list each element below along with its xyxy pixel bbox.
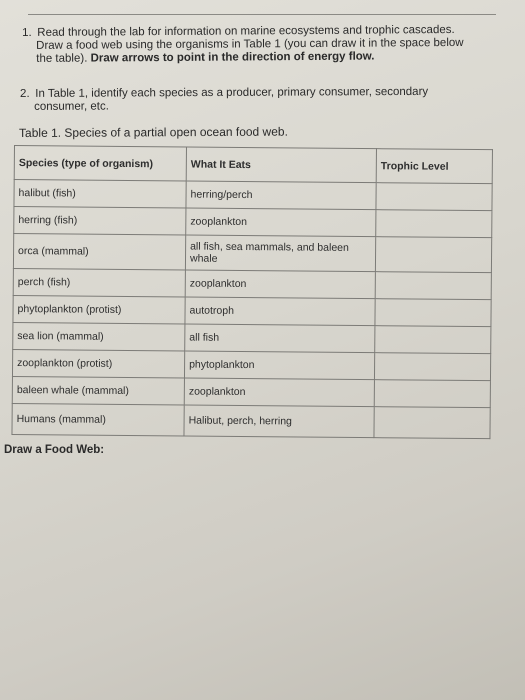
question-2-number: 2. [20,87,30,100]
question-2-line-2: consumer, etc. [34,100,109,113]
eats-cell: Halibut, perch, herring [184,405,374,438]
table-row [12,349,490,380]
species-cell: baleen whale (mammal) [12,376,184,404]
species-cell: halibut (fish) [14,180,186,208]
table-row [12,376,490,407]
table-header-row [14,146,492,184]
question-1-line-3: the table). [36,52,88,65]
table-row [13,322,491,353]
trophic-level-cell[interactable] [375,299,491,327]
question-1-line-1: Read through the lab for information on marine ecosystems and trophic cascades. [37,23,455,39]
eats-cell: phytoplankton [184,351,374,380]
trophic-level-cell[interactable] [374,407,490,439]
table-row [13,234,491,273]
question-2 [20,86,490,114]
species-cell: zooplankton (protist) [12,349,184,377]
draw-food-web-label: Draw a Food Web: [4,444,105,456]
trophic-level-cell[interactable] [375,272,491,300]
trophic-level-cell[interactable] [374,380,490,408]
question-1-instruction: Draw arrows to point in the direction of energy flow. [90,50,375,65]
eats-cell: all fish [185,324,375,353]
trophic-level-cell[interactable] [374,353,490,381]
table-row [14,207,492,238]
trophic-level-cell[interactable] [375,326,491,354]
top-rule [28,14,496,15]
header-species: Species (type of organism) [14,146,186,181]
species-cell: perch (fish) [13,268,185,296]
question-1-number: 1. [22,26,32,39]
table-row [13,268,491,299]
species-table-wrapper [11,145,492,439]
table-row [14,180,492,211]
species-cell: orca (mammal) [13,234,185,270]
eats-cell: zooplankton [186,208,376,237]
header-trophic-level: Trophic Level [376,149,492,184]
question-1-line-2: Draw a food web using the organisms in Table 1 (you can draw it in the space below [36,36,464,52]
table-caption: Table 1. Species of a partial open ocean food web. [19,124,288,140]
trophic-level-cell[interactable] [376,183,492,211]
table-row [13,295,491,326]
trophic-level-cell[interactable] [375,237,491,273]
eats-cell: autotroph [185,297,375,326]
eats-cell: zooplankton [185,270,375,299]
question-1 [22,24,507,66]
eats-cell: zooplankton [184,378,374,407]
header-what-it-eats: What It Eats [186,147,376,183]
eats-cell: herring/perch [186,181,376,210]
species-table [11,145,493,439]
question-2-line-1: In Table 1, identify each species as a producer, primary consumer, secondary [35,85,429,100]
species-cell: herring (fish) [14,207,186,235]
eats-cell: all fish, sea mammals, and baleen whale [185,235,375,272]
species-cell: Humans (mammal) [12,403,184,435]
species-cell: phytoplankton (protist) [13,295,185,323]
trophic-level-cell[interactable] [376,210,492,238]
table-row [12,403,490,438]
species-cell: sea lion (mammal) [13,322,185,350]
